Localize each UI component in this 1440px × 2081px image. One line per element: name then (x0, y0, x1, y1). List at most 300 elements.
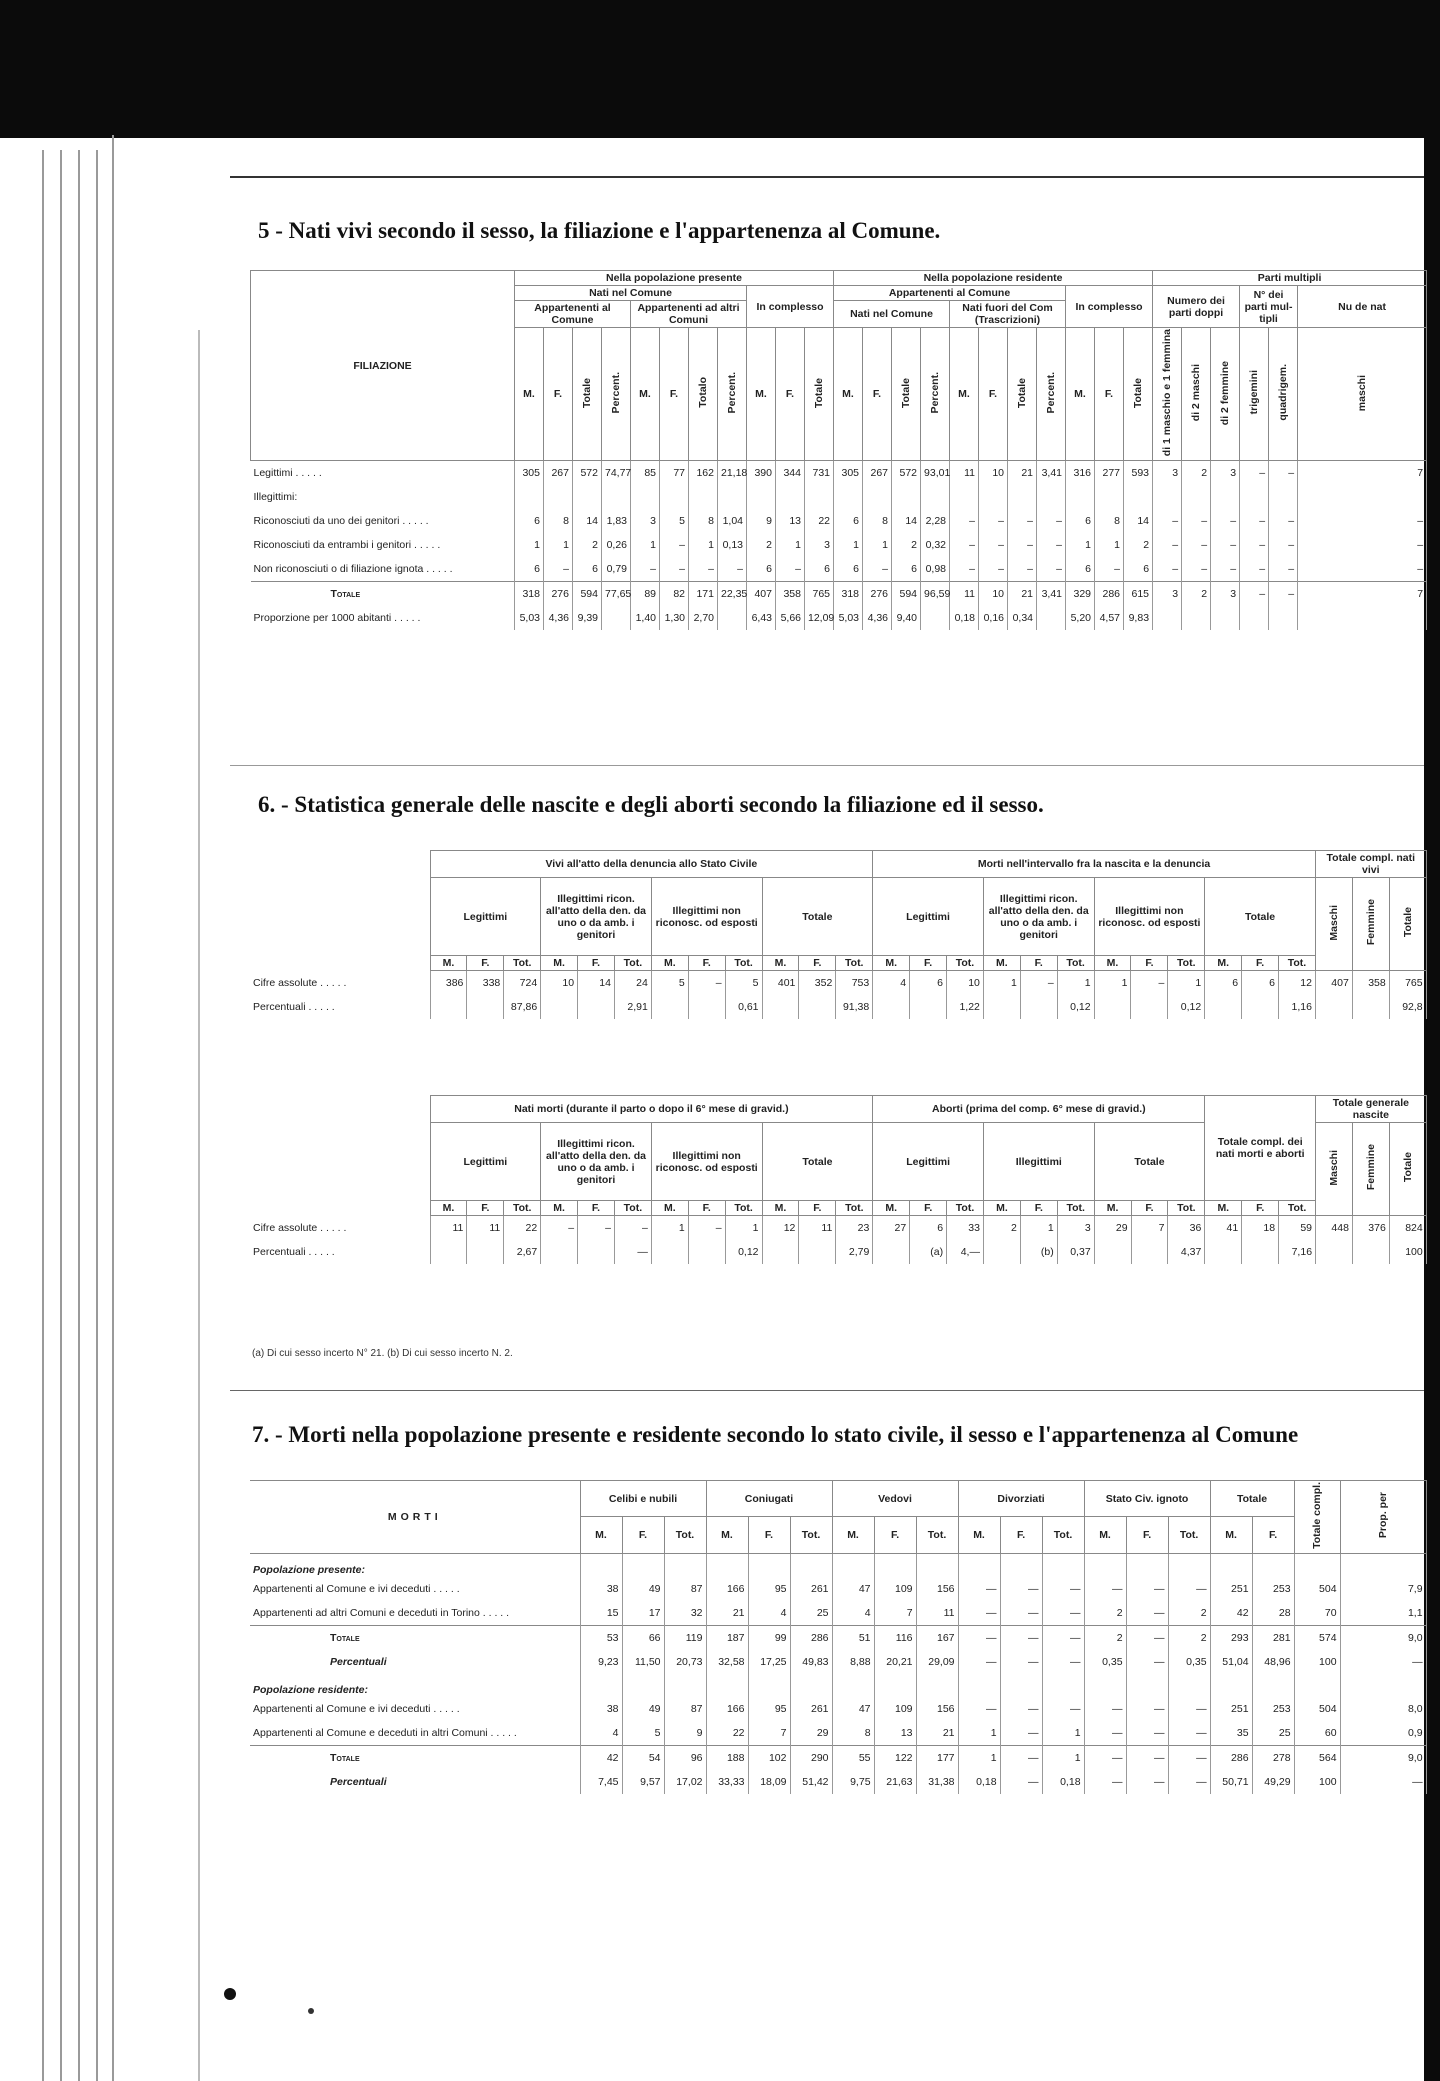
col-tot: Tot. (1057, 956, 1094, 971)
table-cell (748, 1553, 790, 1577)
table-cell (544, 485, 573, 509)
table-cell (1252, 1674, 1294, 1697)
table-cell: 11 (950, 461, 979, 486)
table-cell: 5 (725, 971, 762, 996)
table-cell: 1 (1094, 971, 1131, 996)
table-row (250, 995, 1426, 1019)
col-f: F. (1242, 1201, 1279, 1216)
table-cell: 765 (805, 582, 834, 607)
col-tot: Tot. (725, 1201, 762, 1216)
table-cell (979, 485, 1008, 509)
table-cell: 276 (863, 582, 892, 607)
table-cell: 253 (1252, 1577, 1294, 1601)
page-edge (78, 150, 80, 2081)
column-header: Totale (1205, 878, 1316, 956)
table-cell (718, 485, 747, 509)
group-header: Vedovi (832, 1481, 958, 1517)
col-m: M. (706, 1517, 748, 1553)
col-m: M. (983, 956, 1020, 971)
table-cell: 17,25 (748, 1650, 790, 1674)
table-cell: 251 (1210, 1577, 1252, 1601)
table-cell: 2,28 (921, 509, 950, 533)
table-cell: 1 (1168, 971, 1205, 996)
col-tot: Tot. (1279, 1201, 1316, 1216)
table-cell: 17,02 (664, 1770, 706, 1794)
table-cell: 7 (1298, 461, 1427, 486)
column-header: In complesso (747, 286, 834, 328)
table-cell (688, 1240, 725, 1264)
table-cell: 91,38 (836, 995, 873, 1019)
col-maschi: Maschi (1316, 1123, 1353, 1216)
table-cell: — (1042, 1697, 1084, 1721)
table-cell: – (1020, 971, 1057, 996)
table-cell (664, 1674, 706, 1697)
table-cell: 33 (947, 1216, 984, 1241)
table6-title: 6. - Statistica generale delle nascite e degli aborti secondo la filiazione ed il sesso. (258, 792, 1044, 817)
col-f: F. (910, 1201, 947, 1216)
table-cell: 22 (504, 1216, 541, 1241)
table-cell (706, 1674, 748, 1697)
table-cell: 6 (910, 1216, 947, 1241)
table-cell: 3 (1153, 461, 1182, 486)
table-cell: 1 (958, 1745, 1000, 1770)
table-cell (1211, 606, 1240, 630)
table-cell: 162 (689, 461, 718, 486)
table-cell: 1 (544, 533, 573, 557)
table-cell: 21 (916, 1721, 958, 1746)
col-tot: Tot. (614, 1201, 651, 1216)
table-cell: 53 (580, 1625, 622, 1650)
table-row (250, 1721, 1426, 1746)
table-cell: 96,59 (921, 582, 950, 607)
table5-body (251, 461, 1427, 631)
table-cell (1124, 485, 1153, 509)
row-label: Totale (251, 582, 515, 607)
table-cell: 96 (664, 1745, 706, 1770)
row-label: Appartenenti al Comune e deceduti in altri Comuni . . . . . (250, 1721, 580, 1746)
col-totale: Totale (1389, 1123, 1426, 1216)
table-cell: – (950, 557, 979, 582)
table-cell: — (1000, 1721, 1042, 1746)
table-cell: 5,66 (776, 606, 805, 630)
table-cell: 0,98 (921, 557, 950, 582)
table-cell: 7,9 (1340, 1577, 1426, 1601)
table-cell: 11 (916, 1601, 958, 1626)
table-cell: 87 (664, 1577, 706, 1601)
row-label: Appartenenti ad altri Comuni e deceduti in Torino . . . . . (250, 1601, 580, 1626)
col-m: M. (430, 956, 467, 971)
table-cell: – (979, 557, 1008, 582)
table-cell: – (950, 533, 979, 557)
table-cell (1240, 485, 1269, 509)
table-cell (832, 1674, 874, 1697)
table-cell: 261 (790, 1577, 832, 1601)
table-cell: 1 (725, 1216, 762, 1241)
table-cell: — (1084, 1577, 1126, 1601)
col-f: F. (863, 328, 892, 461)
table-cell (983, 1240, 1020, 1264)
table-cell: 171 (689, 582, 718, 607)
row-label: Percentuali . . . . . (250, 995, 430, 1019)
table-cell: 2 (1084, 1625, 1126, 1650)
table-cell: 42 (580, 1745, 622, 1770)
table-cell: 8 (544, 509, 573, 533)
table-row (250, 1577, 1426, 1601)
table-cell: — (614, 1240, 651, 1264)
col-f: F. (979, 328, 1008, 461)
col-tot: Tot. (1168, 1517, 1210, 1553)
table5-title: 5 - Nati vivi secondo il sesso, la filiazione e l'appartenenza al Comune. (258, 218, 941, 243)
row-label: Appartenenti al Comune e ivi deceduti . . . . . (250, 1697, 580, 1721)
table-cell: 11 (467, 1216, 504, 1241)
table-cell: 3 (1153, 582, 1182, 607)
row-label: Cifre assolute . . . . . (250, 971, 430, 996)
table-cell: 5,03 (515, 606, 544, 630)
table-cell (1242, 1240, 1279, 1264)
table-cell (1211, 485, 1240, 509)
col-tot: Tot. (504, 956, 541, 971)
table-cell (1000, 1553, 1042, 1577)
table-cell: 22,35 (718, 582, 747, 607)
table-cell: 51 (832, 1625, 874, 1650)
table-cell: 253 (1252, 1697, 1294, 1721)
table-cell: 564 (1294, 1745, 1340, 1770)
table-cell: 95 (748, 1577, 790, 1601)
table-cell: – (1153, 557, 1182, 582)
column-header: Illegittimi non riconosc. od esposti (651, 878, 762, 956)
table-cell (1037, 485, 1066, 509)
row-label: Percentuali . . . . . (250, 1240, 430, 1264)
table-cell: 2 (747, 533, 776, 557)
table-cell: 13 (874, 1721, 916, 1746)
table-cell: 50,71 (1210, 1770, 1252, 1794)
table-cell: 77 (660, 461, 689, 486)
table-cell: 166 (706, 1577, 748, 1601)
table-row (250, 1216, 1426, 1241)
table-cell: 116 (874, 1625, 916, 1650)
table-cell: – (776, 557, 805, 582)
table-cell: 18,09 (748, 1770, 790, 1794)
table-cell: 2,91 (614, 995, 651, 1019)
table-cell (832, 1553, 874, 1577)
table-cell: 3 (805, 533, 834, 557)
table-cell: 574 (1294, 1625, 1340, 1650)
table-cell: 7 (1131, 1216, 1168, 1241)
col-tot: Tot. (916, 1517, 958, 1553)
group-header: Nella popolazione presente (515, 271, 834, 286)
table-cell (873, 1240, 910, 1264)
table-cell: – (1298, 509, 1427, 533)
table-cell: – (1037, 509, 1066, 533)
table-cell: 77,65 (602, 582, 631, 607)
table-cell: – (1008, 509, 1037, 533)
col-tot: Tot. (836, 956, 873, 971)
col-f: F. (467, 956, 504, 971)
col-totale: Totale (1389, 878, 1426, 971)
group-header: Stato Civ. ignoto (1084, 1481, 1210, 1517)
table-cell: 0,61 (725, 995, 762, 1019)
table-cell: — (1126, 1697, 1168, 1721)
table-cell (541, 995, 578, 1019)
table-cell (689, 485, 718, 509)
table-cell: – (1240, 533, 1269, 557)
col-m: M. (580, 1517, 622, 1553)
table-cell (580, 1674, 622, 1697)
table-cell: 6 (1124, 557, 1153, 582)
table-cell (622, 1553, 664, 1577)
table-cell: 1 (1042, 1745, 1084, 1770)
col-2maschi: di 2 maschi (1182, 328, 1211, 461)
table-cell: 0,37 (1057, 1240, 1094, 1264)
table-cell (1094, 995, 1131, 1019)
col-tot: Tot. (947, 956, 984, 971)
table-cell: 0,9 (1340, 1721, 1426, 1746)
table-cell: — (1340, 1650, 1426, 1674)
table-cell: 593 (1124, 461, 1153, 486)
col-f: F. (874, 1517, 916, 1553)
col-totale: Totale (573, 328, 602, 461)
table-cell: 286 (1210, 1745, 1252, 1770)
table-cell: – (1269, 509, 1298, 533)
stub-header: MORTI (250, 1481, 580, 1554)
col-tot: Tot. (790, 1517, 832, 1553)
table-cell: 11 (430, 1216, 467, 1241)
col-m: M. (1094, 956, 1131, 971)
table-cell: — (1084, 1745, 1126, 1770)
table-cell: 8 (863, 509, 892, 533)
table-cell: 21 (706, 1601, 748, 1626)
col-m: M. (430, 1201, 467, 1216)
col-f: F. (1020, 956, 1057, 971)
table-cell: 0,79 (602, 557, 631, 582)
table-cell (602, 606, 631, 630)
table-cell (1084, 1553, 1126, 1577)
col-tot: Tot. (1168, 1201, 1205, 1216)
table-cell: 277 (1095, 461, 1124, 486)
table-cell: 74,77 (602, 461, 631, 486)
table-cell: — (1168, 1770, 1210, 1794)
table-cell: 6,43 (747, 606, 776, 630)
table-cell (983, 995, 1020, 1019)
table-cell (1340, 1674, 1426, 1697)
table-cell: 29 (1094, 1216, 1131, 1241)
table-cell: 47 (832, 1577, 874, 1601)
col-percent: Percent. (1037, 328, 1066, 461)
col-m: M. (541, 956, 578, 971)
group-header: Morti nell'intervallo fra la nascita e la denuncia (873, 851, 1316, 878)
table-cell: 4 (873, 971, 910, 996)
table-cell: 6 (834, 557, 863, 582)
column-header: Illegittimi ricon. all'atto della den. da uno o da amb. i genitori (983, 878, 1094, 956)
table7-body (250, 1553, 1426, 1794)
table-cell: 9,75 (832, 1770, 874, 1794)
table-cell: 22 (805, 509, 834, 533)
table-cell (874, 1553, 916, 1577)
col-femmine: Femmine (1352, 878, 1389, 971)
table-cell: 25 (790, 1601, 832, 1626)
section-row (250, 1553, 1426, 1577)
table-cell (1240, 606, 1269, 630)
table-cell: 4,57 (1095, 606, 1124, 630)
table-cell: 49 (622, 1577, 664, 1601)
section-label: Popolazione residente: (250, 1674, 580, 1697)
table-cell: – (689, 557, 718, 582)
table-cell (1037, 606, 1066, 630)
table-cell: – (1211, 557, 1240, 582)
group-header: Appartenenti al Comune (834, 286, 1066, 301)
table-cell: — (958, 1625, 1000, 1650)
group-header: Totale compl. dei nati morti e aborti (1205, 1096, 1316, 1201)
column-header: Illegittimi ricon. all'atto della den. da uno o da amb. i genitori (541, 1123, 652, 1201)
table-cell (790, 1674, 832, 1697)
table-cell: 0,12 (1057, 995, 1094, 1019)
col-totale: Totale (805, 328, 834, 461)
table-cell (1294, 1553, 1340, 1577)
col-f: F. (1020, 1201, 1057, 1216)
col-m: M. (1205, 1201, 1242, 1216)
table-cell: 10 (979, 461, 1008, 486)
col-totale-compl: Totale compl. (1294, 1481, 1340, 1554)
table-cell: 24 (614, 971, 651, 996)
table-cell: 55 (832, 1745, 874, 1770)
table-cell: 572 (573, 461, 602, 486)
col-m: M. (1205, 956, 1242, 971)
table-cell: 286 (790, 1625, 832, 1650)
table-row (251, 485, 1427, 509)
col-m: M. (1210, 1517, 1252, 1553)
table-cell (873, 995, 910, 1019)
col-m: M. (747, 328, 776, 461)
table-cell (1205, 1240, 1242, 1264)
table-cell: — (1000, 1625, 1042, 1650)
table-cell: 36 (1168, 1216, 1205, 1241)
table-cell: 1 (515, 533, 544, 557)
col-m: M. (762, 1201, 799, 1216)
table-cell: 1 (689, 533, 718, 557)
table-cell: 3 (1211, 461, 1240, 486)
row-label: Percentuali (250, 1650, 580, 1674)
table-cell: 2 (983, 1216, 1020, 1241)
table-cell: – (544, 557, 573, 582)
col-percent: Percent. (602, 328, 631, 461)
table-cell: 85 (631, 461, 660, 486)
col-2femmine: di 2 femmine (1211, 328, 1240, 461)
table-cell: 47 (832, 1697, 874, 1721)
table-cell: 21,18 (718, 461, 747, 486)
column-header: Illegittimi non riconosc. od esposti (651, 1123, 762, 1201)
table-cell (1168, 1553, 1210, 1577)
row-label: Proporzione per 1000 abitanti . . . . . (251, 606, 515, 630)
table-cell (748, 1674, 790, 1697)
table-cell: 12 (762, 1216, 799, 1241)
table-cell (863, 485, 892, 509)
table-cell (1242, 995, 1279, 1019)
table-cell: 10 (979, 582, 1008, 607)
table-cell: 448 (1316, 1216, 1353, 1241)
col-m: M. (873, 956, 910, 971)
table-cell: — (1084, 1721, 1126, 1746)
table-cell: 156 (916, 1577, 958, 1601)
document-page (230, 170, 1424, 2060)
row-label: Illegittimi: (251, 485, 515, 509)
table-cell: 6 (910, 971, 947, 996)
col-totale: Totale (1008, 328, 1037, 461)
table-cell: 14 (1124, 509, 1153, 533)
table-cell: – (660, 557, 689, 582)
col-1m1f: di 1 maschio e 1 femmina (1153, 328, 1182, 461)
column-header: Totale (1094, 1123, 1205, 1201)
table-cell: – (1131, 971, 1168, 996)
col-f: F. (776, 328, 805, 461)
group-header: Parti multipli (1153, 271, 1427, 286)
table-cell: 109 (874, 1697, 916, 1721)
table-cell: 1 (983, 971, 1020, 996)
ink-spot (308, 2008, 314, 2014)
column-header: Illegittimi ricon. all'atto della den. da uno o da amb. i genitori (541, 878, 652, 956)
row-label: Totale (250, 1745, 580, 1770)
table-cell: 1 (1042, 1721, 1084, 1746)
col-m: M. (1094, 1201, 1131, 1216)
table-cell: 6 (515, 509, 544, 533)
table-cell: 504 (1294, 1697, 1340, 1721)
table-cell (1153, 606, 1182, 630)
table-cell: – (1298, 557, 1427, 582)
table-cell (1269, 606, 1298, 630)
table-cell: 1 (631, 533, 660, 557)
table-cell: 93,01 (921, 461, 950, 486)
page-edge (60, 150, 62, 2081)
table-cell: 6 (805, 557, 834, 582)
col-percent: Percent. (921, 328, 950, 461)
table-cell: 1 (776, 533, 805, 557)
table-cell (834, 485, 863, 509)
table-cell: (b) (1020, 1240, 1057, 1264)
table-cell: – (578, 1216, 615, 1241)
stub-header: FILIAZIONE (251, 271, 515, 461)
table-cell: — (1126, 1577, 1168, 1601)
table-cell (651, 995, 688, 1019)
col-m: M. (515, 328, 544, 461)
table6-vivi-body (250, 971, 1426, 1020)
group-header: Nati nel Comune (515, 286, 747, 301)
group-header: Divorziati (958, 1481, 1084, 1517)
col-f: F. (799, 956, 836, 971)
table-cell (515, 485, 544, 509)
table-cell: 12 (1279, 971, 1316, 996)
table-cell: 0,13 (718, 533, 747, 557)
column-header: Legittimi (430, 1123, 541, 1201)
table-cell: 12,09 (805, 606, 834, 630)
table-cell: 100 (1294, 1650, 1340, 1674)
table-cell (799, 1240, 836, 1264)
col-f: F. (1131, 1201, 1168, 1216)
table-cell: – (1211, 533, 1240, 557)
table-cell: — (1340, 1770, 1426, 1794)
table-cell (622, 1674, 664, 1697)
table-cell (921, 485, 950, 509)
section-rule (230, 1390, 1424, 1391)
table-row (251, 557, 1427, 582)
table-cell: 1,40 (631, 606, 660, 630)
col-f: F. (910, 956, 947, 971)
table-cell: 6 (747, 557, 776, 582)
table-cell: — (1084, 1770, 1126, 1794)
table-cell: 100 (1294, 1770, 1340, 1794)
column-header: Legittimi (873, 878, 984, 956)
table-cell: — (958, 1577, 1000, 1601)
col-f: F. (467, 1201, 504, 1216)
col-maschi: maschi (1298, 328, 1427, 461)
